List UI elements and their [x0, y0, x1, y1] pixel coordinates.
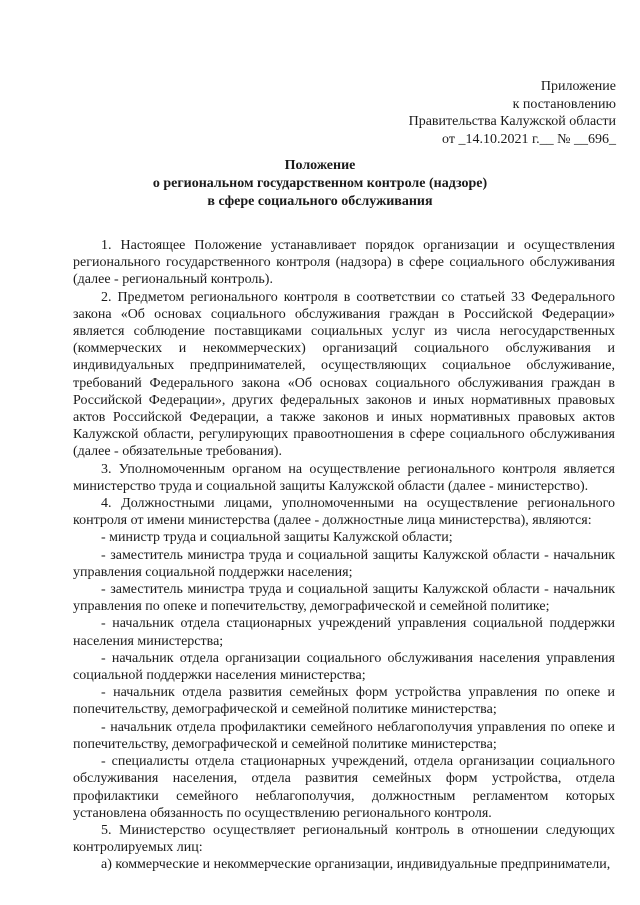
list-item: - заместитель министра труда и социальной защиты Калужской области - начальник управления социальной поддержки населения;	[73, 547, 615, 580]
list-item: - начальник отдела развития семейных форм устройства управления по опеке и попечительству, демографической и семейной политике министерства;	[73, 685, 615, 718]
list-item: - начальник отдела организации социального обслуживания населения управления социальной поддержки населения министерства;	[73, 650, 615, 684]
appendix-government: Правительства Калужской области	[408, 114, 616, 129]
title-line-2: о региональном государственном контроле (надзоре)	[152, 176, 488, 191]
title-line-1: Положение	[284, 158, 356, 173]
list-item: - начальник отдела стационарных учреждений управления социальной поддержки населения министерства;	[73, 616, 615, 649]
list-item: - специалисты отдела стационарных учреждений, отдела организации социального обслуживания населения, отдела развития семейных форм устройства, отдела профилактики семейного неблагополучия, должностным регламентом которых установлена обязанность по осуществлению регионального контроля.	[73, 754, 615, 821]
list-item: - заместитель министра труда и социальной защиты Калужской области - начальник управления по опеке и попечительству, демографической и семейной политике;	[73, 582, 615, 615]
appendix-header	[409, 78, 616, 148]
paragraph-2: 2. Предметом регионального контроля в соответствии со статьей 33 Федерального закона «Об основах социального обслуживания граждан в Российской Федерации» является соблюдение поставщиками социальных услуг из числа негосударственных (коммерческих и некоммерческих) организаций социального обслуживания и индивидуальных предпринимателей, осуществляющих социальное обслуживание, требований Федерального закона «Об основах социального обслуживания граждан в Российской Федерации», других федеральных законов и иных нормативных правовых актов Российской Федерации, а также законов и иных нормативных правовых актов Калужской области, регулирующих правоотношения в сфере социального обслуживания (далее - обязательные требования).	[73, 289, 615, 460]
document-body	[73, 237, 615, 874]
list-item: - начальник отдела профилактики семейного неблагополучия управления по опеке и попечительству, демографической и семейной политике министерства;	[73, 719, 615, 752]
title-line-3: в сфере социального обслуживания	[207, 194, 433, 209]
document-title	[0, 157, 640, 211]
paragraph-4: 4. Должностными лицами, уполномоченными на осуществление регионального контроля от имени министерства (далее - должностные лица министерства), являются:	[73, 496, 615, 529]
list-item: - министр труда и социальной защиты Калужской области;	[101, 530, 453, 546]
paragraph-1: 1. Настоящее Положение устанавливает порядок организации и осуществления регионального государственного контроля (надзора) в сфере социального обслуживания (далее - региональный контроль).	[73, 238, 615, 288]
paragraph-5a: а) коммерческие и некоммерческие организации, индивидуальные предприниматели,	[101, 857, 611, 873]
appendix-label: Приложение	[540, 79, 616, 94]
appendix-resolution-ref: к постановлению	[512, 96, 616, 112]
appendix-date-number: от _14.10.2021 г.__ № __696_	[442, 131, 616, 147]
paragraph-3: 3. Уполномоченным органом на осуществление регионального контроля является министерство труда и социальной защиты Калужской области (далее - министерство).	[73, 461, 615, 494]
paragraph-5: 5. Министерство осуществляет региональный контроль в отношении следующих контролируемых лиц:	[73, 822, 615, 856]
